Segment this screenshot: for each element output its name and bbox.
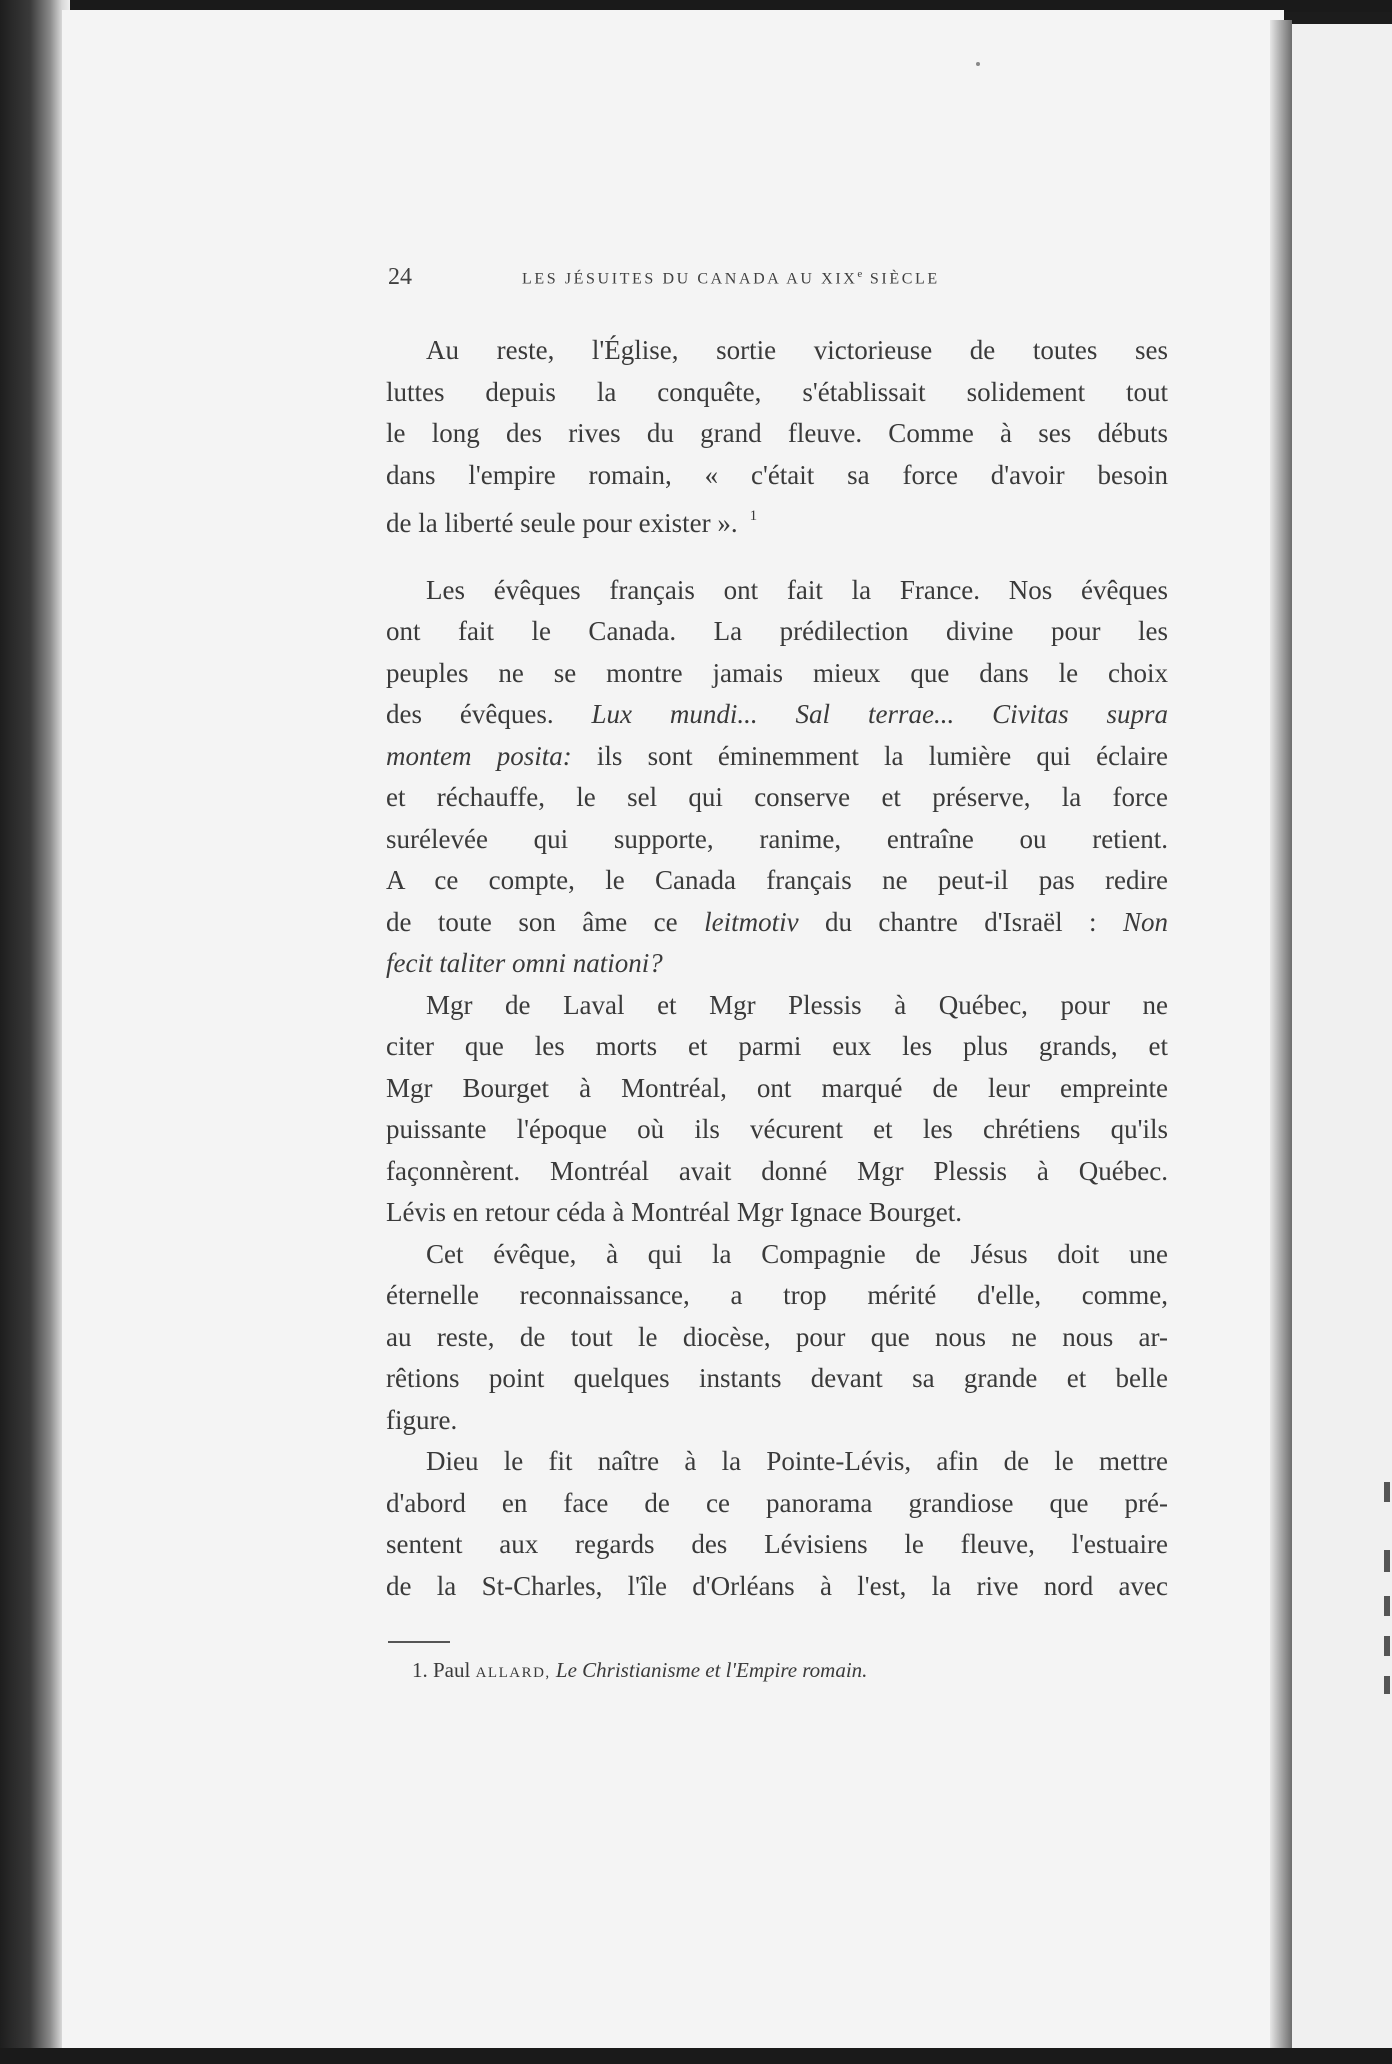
line-text: luttes depuis la conquête, s'établissait solidement tout (386, 376, 1168, 407)
line-text: éternelle reconnaissance, a trop mérité d'elle, comme, (386, 1280, 1168, 1310)
text-line (386, 611, 1168, 653)
text-line (386, 943, 1168, 985)
italic-phrase: Lux mundi... Sal terrae... Civitas supra (591, 699, 1169, 729)
text-fragment (1384, 1596, 1390, 1616)
line-text: Cet évêque, à qui la Compagnie de Jésus doit une (426, 1238, 1168, 1269)
footnote-author-first: Paul (433, 1658, 471, 1682)
line-text: surélevée qui supporte, ranime, entraîne ou retient. (386, 823, 1168, 854)
text-line (386, 736, 1168, 778)
facing-page-edge (1292, 24, 1392, 2054)
line-text: ont fait le Canada. La prédilection divine pour les (386, 616, 1168, 646)
footnote-author-last: ALLARD, (475, 1665, 551, 1681)
italic-phrase: leitmotiv (704, 906, 799, 937)
text-line (386, 860, 1168, 902)
text-line (386, 1026, 1168, 1068)
running-head (388, 264, 1030, 300)
text-line (386, 330, 1168, 372)
footnote-reference: 1 (749, 508, 758, 524)
running-title-main: LES JÉSUITES DU CANADA AU XIX (522, 270, 858, 288)
line-text: Lévis en retour céda à Montréal Mgr Ignace Bourget. (386, 1197, 963, 1227)
footnote (412, 1658, 867, 1683)
line-text: ils sont éminemment la lumière qui éclaire (596, 740, 1169, 771)
text-line (386, 902, 1168, 944)
text-line (386, 1109, 1168, 1151)
text-line (386, 819, 1168, 861)
line-text: Dieu le fit naître à la Pointe-Lévis, afin de le mettre (426, 1446, 1168, 1476)
line-text: des évêques. (386, 699, 554, 729)
line-text: puissante l'époque où ils vécurent et les chrétiens qu'ils (386, 1114, 1168, 1144)
line-text: Au reste, l'Église, sortie victorieuse de toutes ses (426, 335, 1168, 365)
text-line (386, 1234, 1168, 1276)
line-text: de la St-Charles, l'île d'Orléans à l'est, la rive nord avec (386, 1570, 1168, 1601)
footnote-work-title: Le Christianisme et l'Empire romain. (555, 1658, 868, 1682)
line-text: d'abord en face de ce panorama grandiose que pré- (386, 1487, 1168, 1518)
italic-phrase: fecit taliter omni nationi? (386, 948, 663, 978)
text-line (386, 372, 1168, 414)
running-title-superscript: e (857, 268, 864, 280)
text-line (386, 413, 1168, 455)
text-fragment (1384, 1676, 1390, 1694)
line-text: sentent aux regards des Lévisiens le fleuve, l'estuaire (386, 1529, 1168, 1559)
line-text: peuples ne se montre jamais mieux que dans le choix (386, 657, 1168, 688)
line-text: figure. (386, 1404, 458, 1435)
text-line (386, 1192, 1168, 1234)
text-line (386, 1483, 1168, 1525)
text-line (386, 1566, 1168, 1608)
footnote-rule (388, 1641, 450, 1643)
text-line (386, 694, 1168, 736)
line-text: Mgr de Laval et Mgr Plessis à Québec, pour ne (426, 989, 1168, 1020)
text-line (386, 1358, 1168, 1400)
paragraph-gap (386, 538, 1168, 570)
line-text: A ce compte, le Canada français ne peut-il pas redire (386, 865, 1168, 895)
text-line (386, 1151, 1168, 1193)
body-text (386, 330, 1168, 1607)
italic-phrase: Non (1123, 906, 1169, 937)
line-text: rêtions point quelques instants devant sa grande et belle (386, 1363, 1168, 1393)
book-spine-shadow (0, 0, 70, 2064)
running-title-end: SIÈCLE (869, 270, 940, 288)
text-line (386, 777, 1168, 819)
line-text: façonnèrent. Montréal avait donné Mgr Plessis à Québec. (386, 1155, 1168, 1186)
line-text: au reste, de tout le diocèse, pour que nous ne nous ar- (386, 1321, 1168, 1352)
text-fragment (1384, 1550, 1390, 1572)
text-line (386, 653, 1168, 695)
text-line (386, 1441, 1168, 1483)
text-line (386, 1068, 1168, 1110)
line-text: le long des rives du grand fleuve. Comme à ses débuts (386, 418, 1168, 448)
italic-phrase: montem posita: (386, 740, 572, 771)
page-number: 24 (388, 264, 412, 290)
line-text: Mgr Bourget à Montréal, ont marqué de leur empreinte (386, 1072, 1168, 1103)
line-text: citer que les morts et parmi eux les plus grands, et (386, 1031, 1168, 1061)
text-line (386, 1524, 1168, 1566)
text-line (386, 570, 1168, 612)
line-text: dans l'empire romain, « c'était sa force d'avoir besoin (386, 459, 1168, 490)
text-line (386, 985, 1168, 1027)
page-gutter-shadow (1270, 20, 1292, 2050)
line-text: du chantre d'Israël : (825, 906, 1097, 937)
text-fragment (1384, 1636, 1390, 1656)
paper-speck (976, 62, 980, 66)
line-text: Les évêques français ont fait la France. Nos évêques (426, 574, 1168, 605)
text-line (386, 455, 1168, 497)
text-line (386, 496, 1168, 538)
footnote-number: 1. (412, 1658, 428, 1682)
line-text: et réchauffe, le sel qui conserve et préserve, la force (386, 782, 1168, 812)
scan-bottom-border (0, 2048, 1392, 2064)
line-text: de la liberté seule pour exister ». (386, 508, 738, 538)
line-text: de toute son âme ce (386, 906, 678, 937)
text-fragment (1384, 1482, 1390, 1502)
text-line (386, 1400, 1168, 1442)
text-line (386, 1275, 1168, 1317)
running-title (522, 268, 940, 288)
text-line (386, 1317, 1168, 1359)
